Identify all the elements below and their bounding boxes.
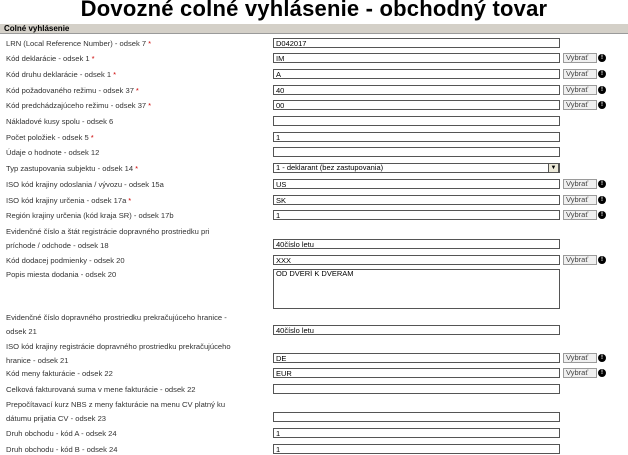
required-marker: * <box>91 54 95 63</box>
info-icon[interactable]: ! <box>598 211 606 219</box>
info-icon[interactable]: ! <box>598 86 606 94</box>
text-input[interactable] <box>273 428 560 438</box>
field-label: Údaje o hodnote - odsek 12 <box>6 148 100 157</box>
text-input[interactable] <box>273 53 560 63</box>
field-label: Počet položiek - odsek 5 * <box>6 133 94 142</box>
text-input[interactable] <box>273 100 560 110</box>
text-input[interactable] <box>273 85 560 95</box>
field-label: odsek 21 <box>6 327 37 336</box>
select-button[interactable]: Vybrať <box>563 195 597 205</box>
text-input[interactable] <box>273 38 560 48</box>
text-input[interactable] <box>273 195 560 205</box>
field-label: Nákladové kusy spolu - odsek 6 <box>6 117 114 126</box>
select-button[interactable]: Vybrať <box>563 255 597 265</box>
field-label: Popis miesta dodania - odsek 20 <box>6 270 117 279</box>
field-label: Prepočítavací kurz NBS z meny fakturácie na menu CV platný ku <box>6 400 226 409</box>
select-button[interactable]: Vybrať <box>563 69 597 79</box>
text-input[interactable] <box>273 444 560 454</box>
field-label: ISO kód krajiny určenia - odsek 17a * <box>6 196 132 205</box>
text-input[interactable] <box>273 116 560 126</box>
field-label: Kód meny fakturácie - odsek 22 <box>6 369 113 378</box>
info-icon[interactable]: ! <box>598 70 606 78</box>
select-button[interactable]: Vybrať <box>563 53 597 63</box>
info-icon[interactable]: ! <box>598 54 606 62</box>
text-input[interactable] <box>273 210 560 220</box>
field-label: Región krajiny určenia (kód kraja SR) - odsek 17b <box>6 211 174 220</box>
required-marker: * <box>128 196 132 205</box>
field-label: Druh obchodu - kód B - odsek 24 <box>6 445 118 454</box>
text-input[interactable] <box>273 132 560 142</box>
text-input[interactable] <box>273 147 560 157</box>
select-button[interactable]: Vybrať <box>563 210 597 220</box>
field-label: Evidenčné číslo dopravného prostriedku prekračujúceho hranice - <box>6 313 227 322</box>
text-input[interactable] <box>273 239 560 249</box>
section-title: Colné vyhlásenie <box>4 24 70 33</box>
field-label: Kód dodacej podmienky - odsek 20 <box>6 256 125 265</box>
field-label: Celková fakturovaná suma v mene fakturácie - odsek 22 <box>6 385 196 394</box>
representation-type-select[interactable]: 1 - deklarant (bez zastupovania) ▼ <box>273 163 560 173</box>
select-button[interactable]: Vybrať <box>563 85 597 95</box>
field-label: Kód druhu deklarácie - odsek 1 * <box>6 70 117 79</box>
info-icon[interactable]: ! <box>598 369 606 377</box>
info-icon[interactable]: ! <box>598 354 606 362</box>
field-label: Kód deklarácie - odsek 1 * <box>6 54 95 63</box>
info-icon[interactable]: ! <box>598 196 606 204</box>
field-label: Kód predchádzajúceho režimu - odsek 37 * <box>6 101 152 110</box>
text-input[interactable] <box>273 412 560 422</box>
text-input[interactable] <box>273 325 560 335</box>
text-input[interactable] <box>273 179 560 189</box>
required-marker: * <box>90 133 94 142</box>
text-input[interactable] <box>273 368 560 378</box>
field-label: ISO kód krajiny odoslania / vývozu - odsek 15a <box>6 180 164 189</box>
info-icon[interactable]: ! <box>598 101 606 109</box>
text-input[interactable] <box>273 69 560 79</box>
section-header <box>0 24 628 34</box>
select-button[interactable]: Vybrať <box>563 368 597 378</box>
text-area[interactable] <box>273 269 560 309</box>
chevron-down-icon[interactable]: ▼ <box>548 163 559 173</box>
text-input[interactable] <box>273 353 560 363</box>
text-input[interactable] <box>273 255 560 265</box>
info-icon[interactable]: ! <box>598 256 606 264</box>
page-title: Dovozné colné vyhlásenie - obchodný tovar <box>80 0 548 21</box>
field-label: LRN (Local Reference Number) - odsek 7 * <box>6 39 152 48</box>
info-icon[interactable]: ! <box>598 180 606 188</box>
field-label: Kód požadovaného režimu - odsek 37 * <box>6 86 139 95</box>
required-marker: * <box>148 39 152 48</box>
field-label: Typ zastupovania subjektu - odsek 14 * <box>6 164 139 173</box>
select-button[interactable]: Vybrať <box>563 179 597 189</box>
required-marker: * <box>135 86 139 95</box>
required-marker: * <box>148 101 152 110</box>
field-label: Druh obchodu - kód A - odsek 24 <box>6 429 117 438</box>
required-marker: * <box>113 70 117 79</box>
text-input[interactable] <box>273 384 560 394</box>
field-label: príchode / odchode - odsek 18 <box>6 241 109 250</box>
field-label: Evidenčné číslo a štát registrácie dopravného prostriedku pri <box>6 227 210 236</box>
select-button[interactable]: Vybrať <box>563 353 597 363</box>
select-button[interactable]: Vybrať <box>563 100 597 110</box>
field-label: hranice - odsek 21 <box>6 356 69 365</box>
field-label: ISO kód krajiny registrácie dopravného prostriedku prekračujúceho <box>6 342 231 351</box>
required-marker: * <box>135 164 139 173</box>
field-label: dátumu prijatia CV - odsek 23 <box>6 414 107 423</box>
